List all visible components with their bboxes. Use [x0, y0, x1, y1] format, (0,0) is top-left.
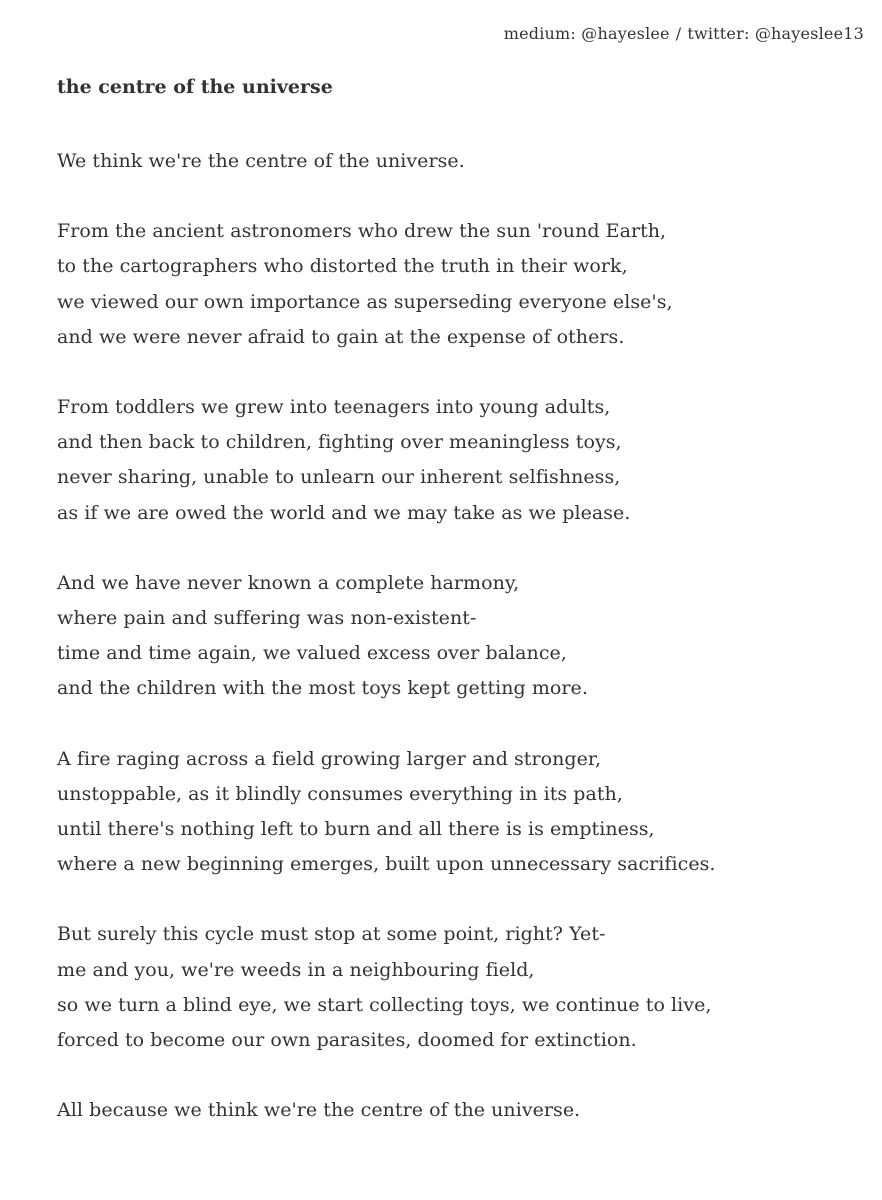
stanza-2	[57, 214, 857, 355]
poem-line: A fire raging across a field growing larger and stronger,	[57, 747, 602, 770]
poem-line: until there's nothing left to burn and all there is is emptiness,	[57, 818, 655, 841]
medium-handle: medium: @hayeslee	[503, 24, 670, 43]
poem-line: as if we are owed the world and we may take as we please.	[57, 501, 631, 524]
stanza-3	[57, 390, 857, 531]
stanza-5	[57, 742, 857, 883]
poem-line: where a new beginning emerges, built upon unnecessary sacrifices.	[57, 853, 716, 876]
stanza-7	[57, 1093, 857, 1128]
poem-line: All because we think we're the centre of the universe.	[57, 1099, 581, 1122]
poem-line: never sharing, unable to unlearn our inherent selfishness,	[57, 466, 621, 489]
poem-line: time and time again, we valued excess over balance,	[57, 642, 567, 665]
poem-line: and the children with the most toys kept getting more.	[57, 677, 588, 700]
twitter-handle: twitter: @hayeslee13	[687, 24, 864, 43]
poem-line: and we were never afraid to gain at the expense of others.	[57, 325, 625, 348]
stanza-4	[57, 566, 857, 707]
poem-line: where pain and suffering was non-existent-	[57, 607, 477, 630]
poem-line: From the ancient astronomers who drew the sun 'round Earth,	[57, 220, 667, 243]
poem	[57, 74, 857, 1163]
poem-line: to the cartographers who distorted the truth in their work,	[57, 255, 628, 278]
poem-line: me and you, we're weeds in a neighbouring field,	[57, 958, 535, 981]
stanza-1	[57, 144, 857, 179]
poem-line: forced to become our own parasites, doomed for extinction.	[57, 1029, 637, 1052]
poem-title: the centre of the universe	[57, 76, 333, 98]
poem-line: we viewed our own importance as superseding everyone else's,	[57, 290, 673, 313]
poem-line: unstoppable, as it blindly consumes everything in its path,	[57, 782, 623, 805]
poem-line: and then back to children, fighting over meaningless toys,	[57, 431, 622, 454]
credit-separator: /	[675, 24, 682, 43]
author-credit	[504, 24, 864, 43]
poem-line: We think we're the centre of the universe.	[57, 150, 465, 172]
poem-line: From toddlers we grew into teenagers into young adults,	[57, 396, 611, 419]
stanza-6	[57, 917, 857, 1058]
poem-line: And we have never known a complete harmony,	[57, 571, 520, 594]
poem-line: so we turn a blind eye, we start collecting toys, we continue to live,	[57, 993, 712, 1016]
poem-line: But surely this cycle must stop at some point, right? Yet-	[57, 923, 606, 946]
